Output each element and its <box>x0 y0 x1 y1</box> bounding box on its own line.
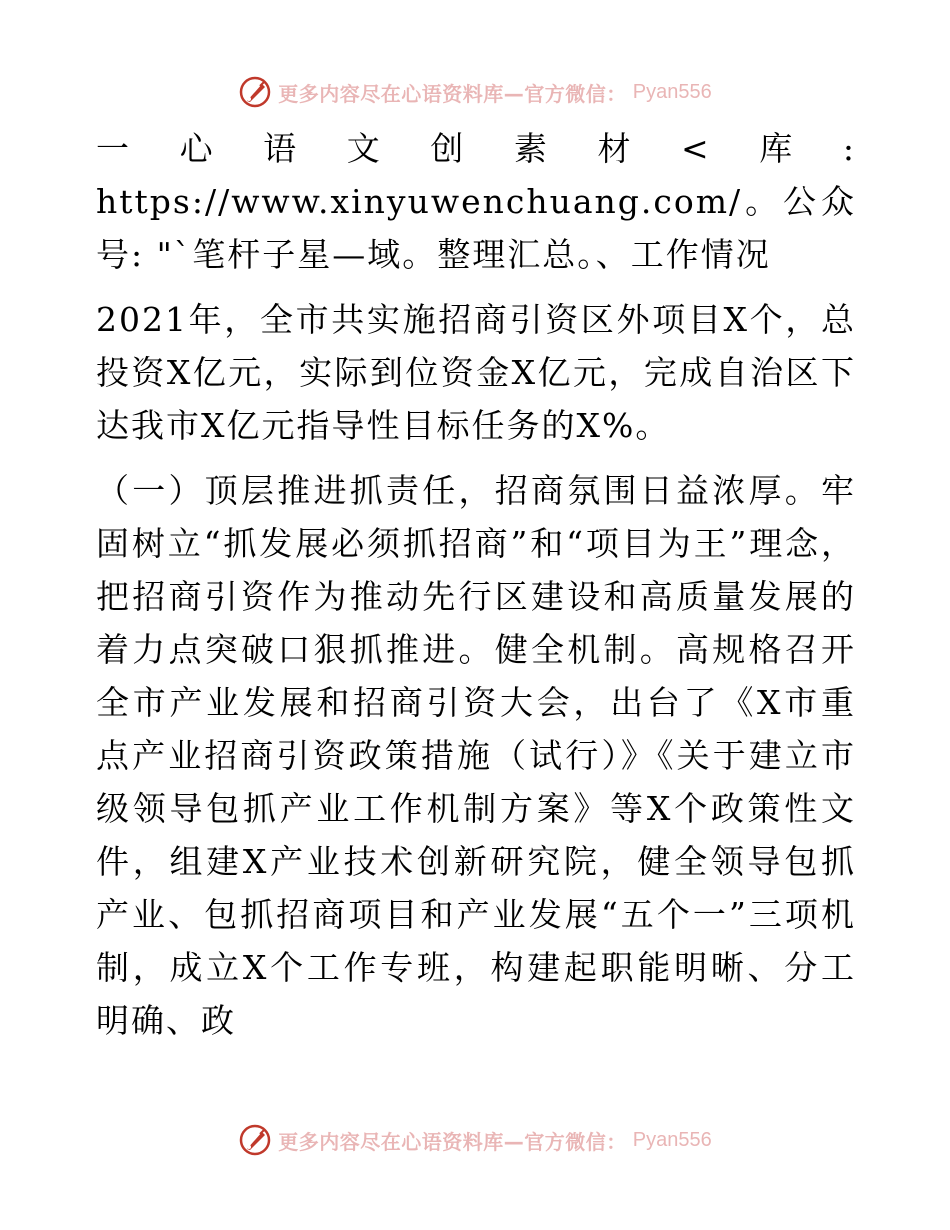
paragraph-source-note: 一心语文创素材<库: https://www.xinyuwenchuang.com/。公众号: "`笔杆子星—域。整理汇总。、工作情况 <box>96 129 856 274</box>
header-watermark <box>0 72 950 112</box>
quill-logo-icon <box>238 1123 272 1157</box>
watermark-handle: Pyan556 <box>632 1128 712 1151</box>
watermark-text: 更多内容尽在心语资料库—官方微信： <box>278 1129 627 1154</box>
paragraph-section-one: （一）顶层推进抓责任，招商氛围日益浓厚。牢固树立“抓发展必须抓招商”和“项目为王”理念，把招商引资作为推动先行区建设和高质量发展的着力点突破口狠抓推进。健全机制。高规格召开全市产业发展和招商引资大会，出台了《X市重点产业招商引资政策措施（试行）》《关于建立市级领导包抓产业工作机制方案》等X个政策性文件，组建X产业技术创新研究院，健全领导包抓产业、包抓招商项目和产业发展“五个一”三项机制，成立X个工作专班，构建起职能明晰、分工明确、政 <box>96 471 856 1040</box>
footer-watermark <box>0 1120 950 1160</box>
quill-logo-icon <box>238 75 272 109</box>
watermark-text: 更多内容尽在心语资料库—官方微信： <box>278 81 627 106</box>
document-body <box>96 122 856 1047</box>
paragraph-summary: 2021年，全市共实施招商引资区外项目X个，总投资X亿元，实际到位资金X亿元，完成自治区下达我市X亿元指导性目标任务的X%。 <box>96 300 856 445</box>
watermark-handle: Pyan556 <box>632 80 712 103</box>
